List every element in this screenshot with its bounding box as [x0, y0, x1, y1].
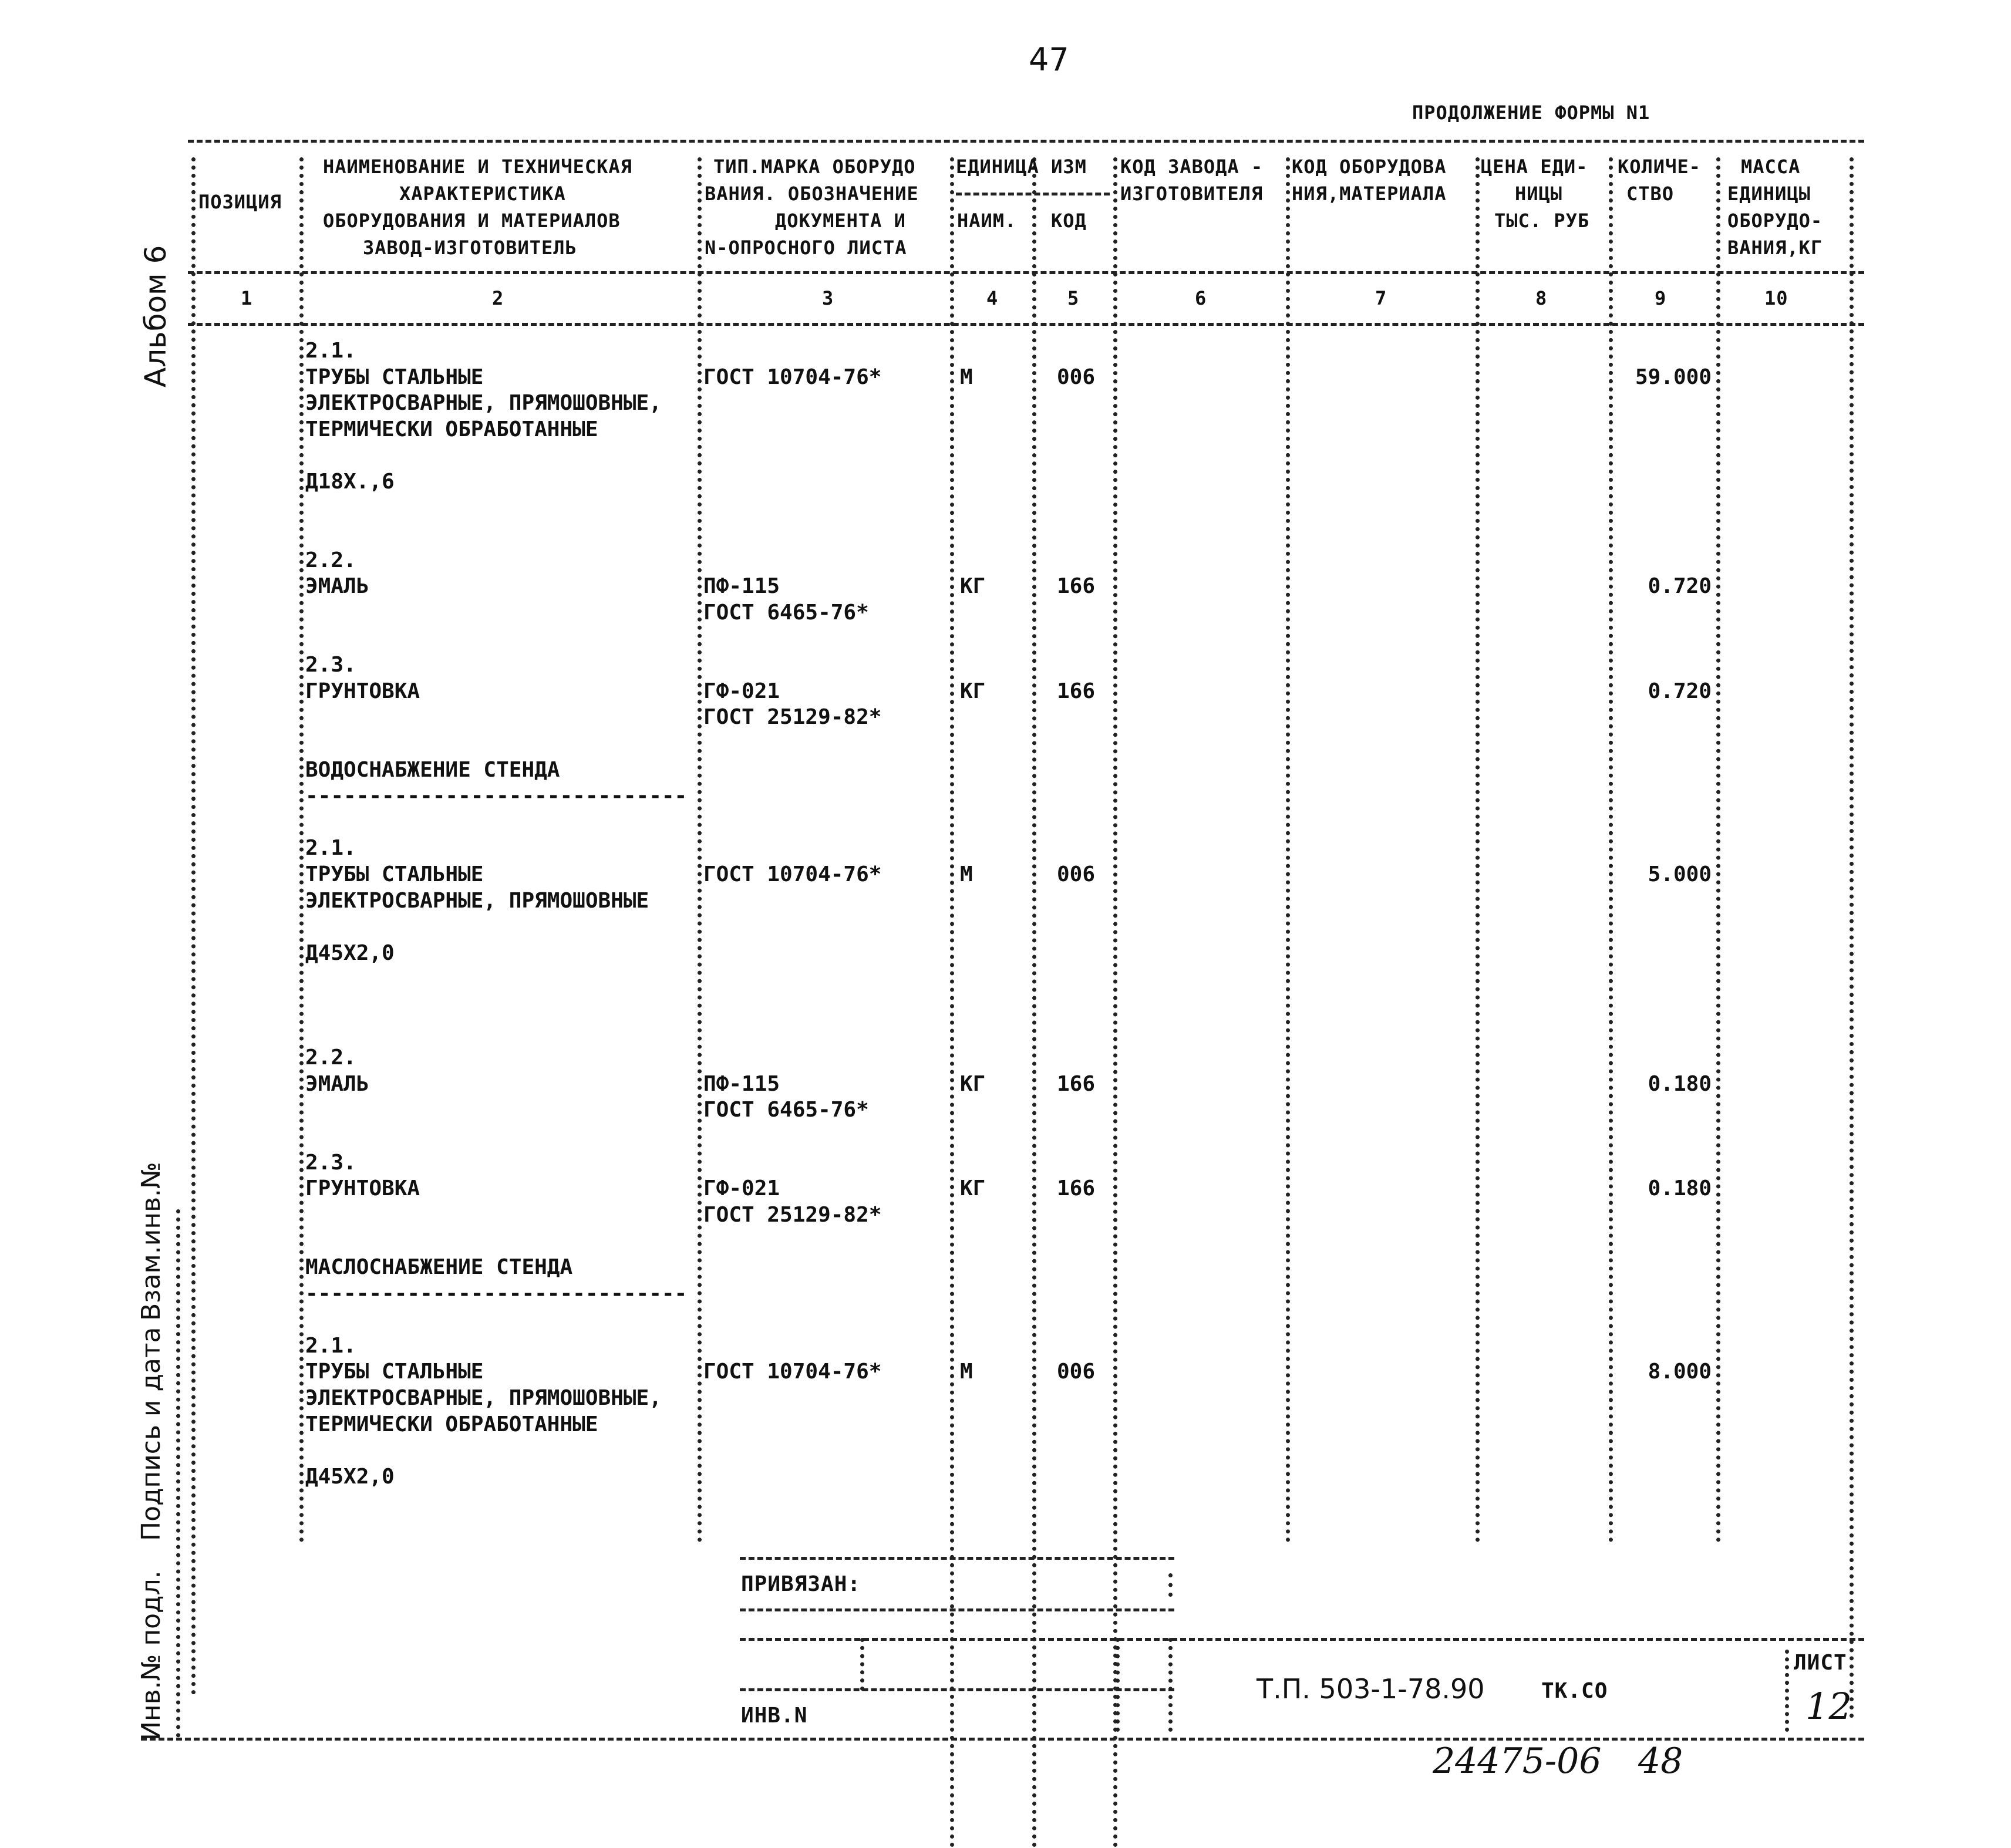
row-name: ЭМАЛЬ: [305, 574, 369, 598]
header-price-2: НИЦЫ: [1515, 183, 1563, 205]
row-name: 2.3.: [305, 653, 356, 677]
row-doc: ПФ-115: [703, 574, 780, 598]
header-name-line: ОБОРУДОВАНИЯ И МАТЕРИАЛОВ: [323, 210, 621, 232]
row-unit: М: [960, 365, 973, 389]
header-unit-group: ЕДИНИЦА ИЗМ: [956, 156, 1087, 178]
row-name: ЭМАЛЬ: [305, 1072, 369, 1096]
row-doc: ГФ-021: [703, 1176, 780, 1200]
header-mass-4: ВАНИЯ,КГ: [1727, 237, 1823, 259]
side-stamp-podpis-data: Подпись и дата: [136, 1327, 166, 1541]
row-unit: КГ: [960, 1072, 986, 1096]
row-name: 2.1.: [305, 836, 356, 860]
header-name-line: ХАРАКТЕРИСТИКА: [399, 183, 566, 205]
row-name: ТЕРМИЧЕСКИ ОБРАБОТАННЫЕ: [305, 417, 598, 441]
footer-archive-number: 24475-06: [1433, 1741, 1602, 1782]
stamp-doc-suffix: ТК.СО: [1541, 1679, 1608, 1703]
row-quantity: 59.000: [1635, 365, 1712, 389]
row-name: 2.1.: [305, 339, 356, 363]
stamp-cell-2: [1116, 1638, 1120, 1732]
row-doc: ГОСТ 25129-82*: [703, 1203, 882, 1227]
stamp-list-number: 12: [1805, 1685, 1852, 1728]
stamp-privyazan: ПРИВЯЗАН:: [741, 1572, 861, 1596]
row-unit: КГ: [960, 679, 986, 703]
col-number: 4: [986, 287, 999, 309]
col-number: 3: [822, 287, 834, 309]
header-price-3: ТЫС. РУБ: [1494, 210, 1590, 232]
header-price: ЦЕНА ЕДИ-: [1481, 156, 1588, 178]
col-rule-0: [191, 157, 196, 1695]
row-doc: ГОСТ 6465-76*: [703, 601, 869, 625]
header-position: ПОЗИЦИЯ: [198, 191, 282, 213]
row-code: 006: [1057, 862, 1096, 886]
row-name: ЭЛЕКТРОСВАРНЫЕ, ПРЯМОШОВНЫЕ: [305, 889, 649, 913]
row-quantity: 0.180: [1648, 1072, 1712, 1096]
page-number: 47: [1029, 41, 1069, 78]
row-name: 2.2.: [305, 1046, 356, 1070]
header-factory-code: КОД ЗАВОДА -: [1120, 156, 1264, 178]
row-code: 006: [1057, 1360, 1096, 1384]
stamp-cell-1: [860, 1638, 864, 1691]
row-quantity: 0.180: [1648, 1176, 1712, 1200]
row-name: ТЕРМИЧЕСКИ ОБРАБОТАННЫЕ: [305, 1412, 598, 1436]
col-rule-5: [1113, 157, 1117, 1848]
col-rule-10: [1850, 157, 1854, 1719]
row-name: ЭЛЕКТРОСВАРНЫЕ, ПРЯМОШОВНЫЕ,: [305, 1386, 662, 1410]
row-name: Д45Х2,0: [305, 1465, 395, 1489]
stamp-doc-code: Т.П. 503-1-78.90: [1257, 1673, 1485, 1705]
col-number: 8: [1535, 287, 1548, 309]
col-rule-3: [950, 157, 954, 1848]
row-name: МАСЛОСНАБЖЕНИЕ СТЕНДА: [305, 1255, 573, 1279]
row-name: ------------------------------: [305, 784, 688, 808]
header-mass-3: ОБОРУДО-: [1727, 210, 1823, 232]
col-number: 5: [1067, 287, 1080, 309]
row-name: ТРУБЫ СТАЛЬНЫЕ: [305, 365, 484, 389]
header-unit-name: НАИМ.: [957, 210, 1017, 232]
page-bottom-rule: [141, 1738, 1864, 1741]
header-equipment-code: КОД ОБОРУДОВА: [1292, 156, 1447, 178]
row-name: ------------------------------: [305, 1282, 688, 1306]
row-code: 166: [1057, 1176, 1096, 1200]
row-unit: М: [960, 862, 973, 886]
row-quantity: 0.720: [1648, 679, 1712, 703]
row-name: ГРУНТОВКА: [305, 1176, 420, 1200]
side-stamp-divider: [176, 1209, 180, 1738]
row-quantity: 0.720: [1648, 574, 1712, 598]
col-rule-7: [1476, 157, 1480, 1543]
header-quantity: КОЛИЧЕ-: [1618, 156, 1701, 178]
row-unit: КГ: [960, 1176, 986, 1200]
row-name: ЭЛЕКТРОСВАРНЫЕ, ПРЯМОШОВНЫЕ,: [305, 391, 662, 415]
row-doc: ГОСТ 10704-76*: [703, 365, 882, 389]
row-unit: М: [960, 1360, 973, 1384]
row-name: ВОДОСНАБЖЕНИЕ СТЕНДА: [305, 758, 560, 782]
side-stamp-vzam-inv: Взам.инв.№: [136, 1162, 166, 1321]
col-number: 6: [1195, 287, 1207, 309]
row-doc: ГОСТ 25129-82*: [703, 705, 882, 729]
stamp-rule-3: [740, 1638, 1864, 1641]
side-stamp-inv-podl: Инв.№ подл.: [136, 1570, 166, 1741]
stamp-inv-n: ИНВ.N: [741, 1704, 808, 1728]
stamp-list-label: ЛИСТ: [1794, 1651, 1847, 1675]
row-name: ТРУБЫ СТАЛЬНЫЕ: [305, 862, 484, 886]
row-quantity: 8.000: [1648, 1360, 1712, 1384]
stamp-rule-2: [740, 1608, 1174, 1611]
col-rule-9: [1716, 157, 1720, 1543]
row-code: 166: [1057, 574, 1096, 598]
col-number: 7: [1375, 287, 1387, 309]
col-rule-2: [698, 157, 702, 1543]
row-name: 2.1.: [305, 1334, 356, 1358]
row-unit: КГ: [960, 574, 986, 598]
stamp-top-rule: [740, 1557, 1174, 1560]
row-code: 166: [1057, 679, 1096, 703]
header-name-line: ЗАВОД-ИЗГОТОВИТЕЛЬ: [363, 237, 577, 259]
col-number: 9: [1655, 287, 1667, 309]
row-doc: ГФ-021: [703, 679, 780, 703]
row-doc: ГОСТ 6465-76*: [703, 1098, 869, 1122]
header-unit-rule: [956, 193, 1110, 195]
row-code: 006: [1057, 365, 1096, 389]
col-rule-6: [1286, 157, 1290, 1543]
row-name: 2.3.: [305, 1151, 356, 1175]
row-code: 166: [1057, 1072, 1096, 1096]
col-number: 2: [492, 287, 504, 309]
stamp-rule-4: [740, 1688, 1174, 1691]
row-name: Д18Х.,6: [305, 470, 395, 494]
header-unit-code: КОД: [1051, 210, 1087, 232]
header-doc-line: ДОКУМЕНТА И: [775, 210, 906, 232]
row-name: Д45Х2,0: [305, 941, 395, 965]
row-doc: ПФ-115: [703, 1072, 780, 1096]
header-doc-line: N-ОПРОСНОГО ЛИСТА: [705, 237, 907, 259]
stamp-privyazan-end: [1168, 1573, 1173, 1597]
header-factory-code-2: ИЗГОТОВИТЕЛЯ: [1120, 183, 1264, 205]
col-rule-1: [299, 157, 304, 1543]
row-name: 2.2.: [305, 548, 356, 572]
header-mass-2: ЕДИНИЦЫ: [1727, 183, 1811, 205]
row-name: ТРУБЫ СТАЛЬНЫЕ: [305, 1360, 484, 1384]
header-equipment-code-2: НИЯ,МАТЕРИАЛА: [1292, 183, 1447, 205]
header-quantity-2: СТВО: [1626, 183, 1675, 205]
col-rule-4: [1032, 157, 1036, 1848]
col-number: 10: [1764, 287, 1788, 309]
row-doc: ГОСТ 10704-76*: [703, 862, 882, 886]
header-name-line: НАИМЕНОВАНИЕ И ТЕХНИЧЕСКАЯ: [323, 156, 632, 178]
col-number: 1: [241, 287, 253, 309]
side-album-label: Альбом 6: [139, 245, 173, 387]
row-doc: ГОСТ 10704-76*: [703, 1360, 882, 1384]
header-mass: МАССА: [1741, 156, 1801, 178]
header-doc-line: ВАНИЯ. ОБОЗНАЧЕНИЕ: [705, 183, 919, 205]
row-quantity: 5.000: [1648, 862, 1712, 886]
form-title: ПРОДОЛЖЕНИЕ ФОРМЫ N1: [1412, 102, 1650, 124]
stamp-list-rule: [1785, 1650, 1789, 1732]
stamp-cell-3: [1168, 1638, 1173, 1732]
row-name: ГРУНТОВКА: [305, 679, 420, 703]
table-top-rule: [188, 140, 1864, 143]
footer-page-number: 48: [1638, 1741, 1683, 1782]
header-doc-line: ТИП.МАРКА ОБОРУДО: [713, 156, 916, 178]
